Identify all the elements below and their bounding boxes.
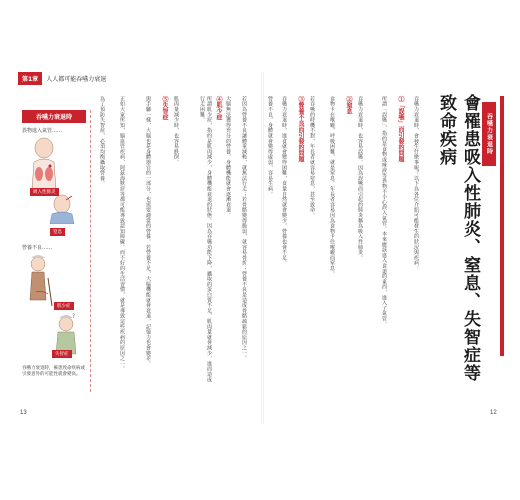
label-choking: 窒息: [50, 228, 65, 236]
left-body-col5: 與手腳一樣，大腦也是身體器官的一部分，也需要適當的營養。若營養不足，大腦機能就會衰退，記憶力也會變差。: [145, 96, 151, 367]
svg-text:?: ?: [72, 313, 76, 320]
right-body-col6: 營養不良，身體就會變得虛弱，容易生病。: [267, 96, 273, 197]
right-body-col1: 所謂「誤嚥」，指的是食物或唾液等異物不小心誤入氣管。本來應該進入食道的東西，進入了氣管。: [381, 96, 387, 327]
label-dementia: 失智症: [52, 350, 72, 358]
label-aspiration-pneumonia: 吸入性肺炎: [30, 188, 59, 196]
panel-subtitle-airway: 異物進入氣管……: [22, 128, 63, 134]
heading-malnutrition: ③營養不良而引發的問題: [297, 96, 304, 162]
right-body-col3: 食物卡在喉嚨，呼吸困難，就是窒息。年長者容易因為食物卡住喉嚨而窒息。: [329, 96, 335, 277]
right-body-col4: 若吞嚥的時機不對，年長者就容易窒息，甚至致命。: [309, 96, 315, 218]
panel-divider: [90, 110, 91, 392]
page-title-line2: 致命疾病: [436, 94, 456, 166]
panel-subtitle-nutrition: 營養不良……: [22, 245, 53, 251]
heading-dementia: ⑤失智症: [161, 96, 168, 120]
left-body-col6: 正如大家所知，腦血管疾病、阿茲海默症等都可能導致認知障礙。而不好的生活習慣，就是導致這些疾病的原因之一。: [119, 96, 125, 372]
left-body-col4: 肌肉量減少時，也容易跌倒。: [173, 96, 179, 165]
accent-strip: [500, 96, 504, 356]
right-body-col5: 吞嚥力衰退時，進食就會變得困難，食量自然就會變少，營養也會不足。: [281, 96, 287, 266]
right-body-col2: 吞嚥力衰退時，也容易誤嚥。因為誤嚥而引起的肺炎稱為吸入性肺炎。: [357, 96, 363, 261]
lungs-illustration: [22, 130, 86, 224]
page-title-line1: 會罹患吸入性肺炎、窒息、失智症等: [460, 94, 480, 382]
section-banner: 吞嚥力衰退時: [482, 102, 496, 166]
panel-title: 吞嚥力衰退時: [22, 110, 86, 123]
right-intro: 吞嚥力衰退時，會發生什麼事呢？以下為各位介紹可能發生的狀況與疾病。: [413, 96, 419, 271]
page-number-right: 12: [490, 410, 497, 416]
panel-caption: 吞嚥力衰退時，罹患致命疾病或引發意外的可能性就會變高。: [22, 366, 85, 377]
left-page: [18, 72, 262, 424]
chapter-tag: [18, 72, 106, 85]
page-number-left: 13: [20, 410, 27, 416]
label-sarcopenia: 肌少症: [54, 302, 74, 310]
left-body-col2: 大腦無法獲得充分的營養，身體機能就會逐漸衰退。: [225, 96, 231, 218]
left-body-col7: 為了預防失智症，必須均衡攝取營養。: [99, 96, 105, 187]
heading-choking: ②窒息: [345, 96, 352, 114]
chapter-title: 人人都可能吞嚥力衰退: [46, 76, 107, 83]
left-body-col1: 若因為營養不良讓體重減輕，就無法行走；若骨骼變得脆弱，就容易骨折；營養不良是造成骨骼疏鬆的原因之一。: [241, 96, 247, 361]
heading-aspiration: ①「誤嚥」而引發的問題: [397, 96, 404, 162]
illustration-panel: [22, 110, 86, 392]
chapter-number: 第1章: [18, 72, 42, 85]
right-page: [264, 72, 502, 424]
heading-sarcopenia: ④肌少症: [215, 96, 222, 120]
left-body-col3: 所謂肌少症，指的是肌肉減少，身體機能衰退的狀態。因為吞嚥功能下降，攝取的蛋白質不足，肌肉量就會減少，進而造成行走困難。: [199, 96, 212, 383]
